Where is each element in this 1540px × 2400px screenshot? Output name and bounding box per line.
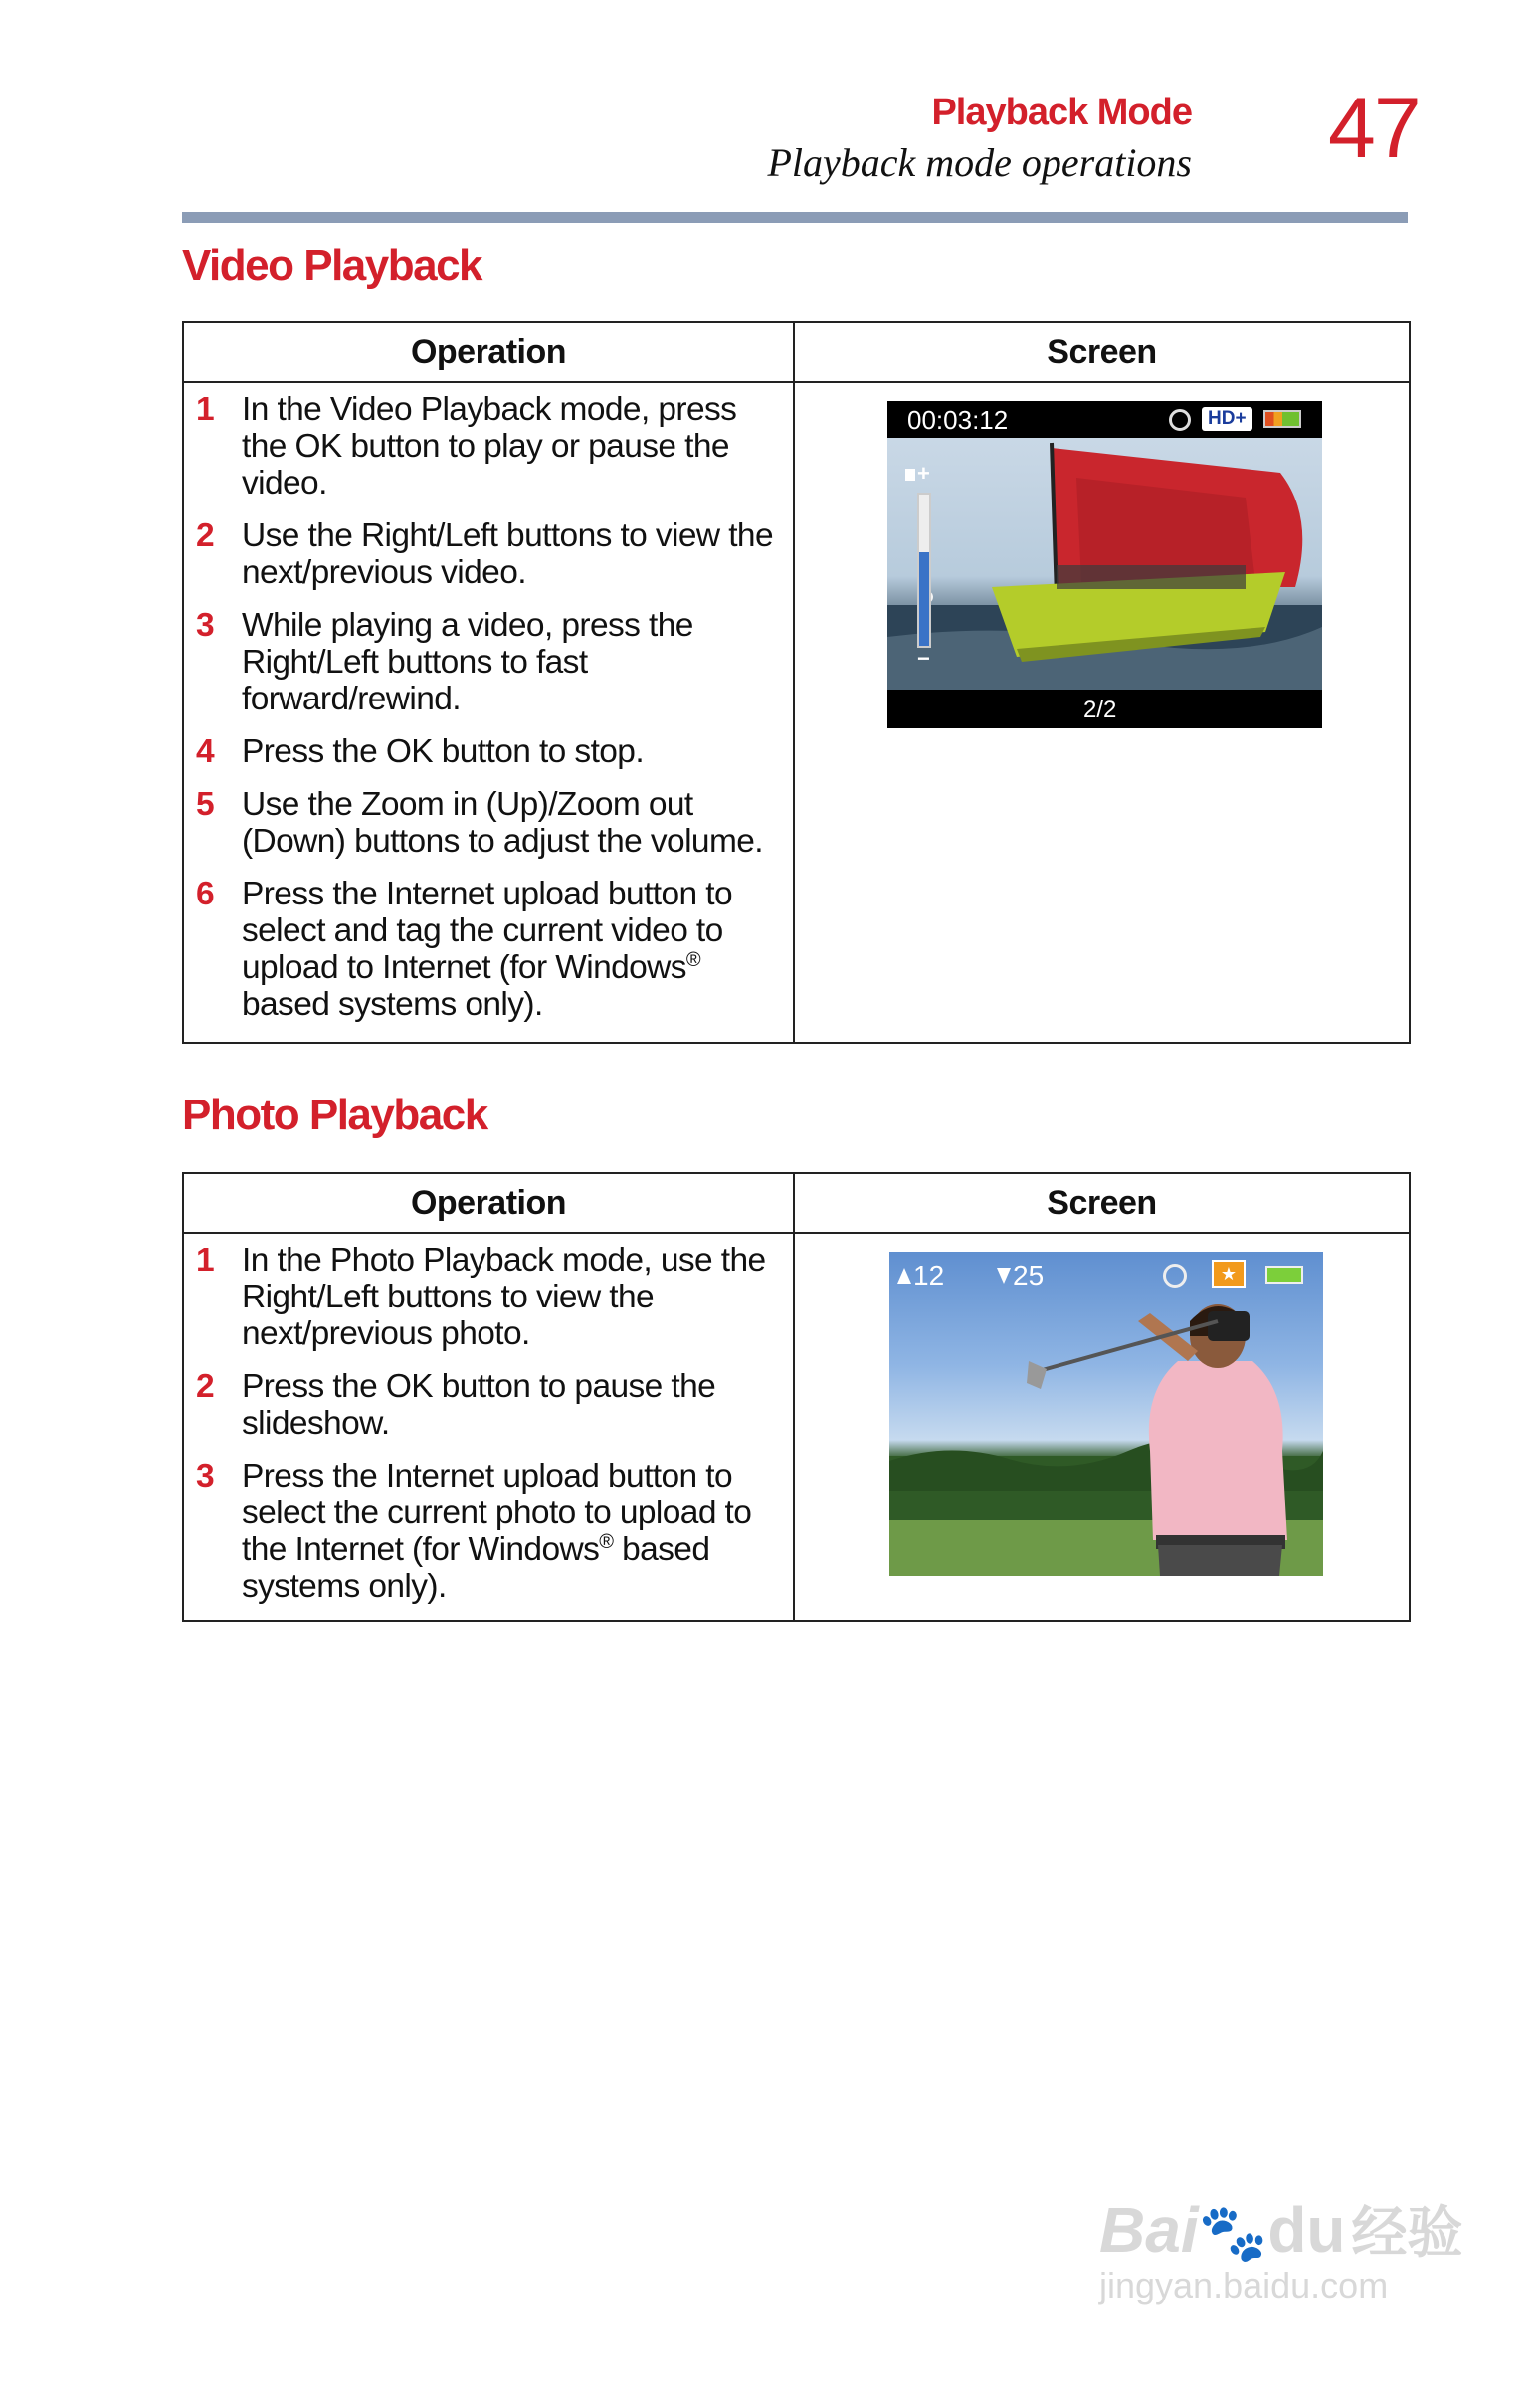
sailboat-photo (887, 438, 1322, 690)
watermark-brand: Bai (1099, 2194, 1199, 2266)
watermark-brand-cn: 经验 (1351, 2201, 1463, 2264)
speaker-icon (905, 469, 915, 481)
step-number: 2 (196, 1368, 215, 1405)
step-number: 4 (196, 733, 215, 770)
step-text: Press the OK button to stop. (242, 733, 645, 770)
step-list (184, 383, 793, 1037)
step-item (184, 391, 793, 501)
down-count: 25 (1013, 1260, 1045, 1291)
volume-level-fill (919, 552, 929, 646)
step-number: 2 (196, 517, 215, 554)
step-text: In the Photo Playback mode, use the Right/Left buttons to view the next/previous photo. (242, 1242, 766, 1352)
step-text: In the Video Playback mode, press the OK button to play or pause the video. (242, 391, 737, 501)
step-number: 6 (196, 876, 215, 912)
paw-icon: 🐾 (1198, 2201, 1268, 2264)
hd-quality-badge: HD+ (1202, 407, 1252, 431)
watermark-url: jingyan.baidu.com (1099, 2265, 1389, 2305)
rating-badge-icon: ★ (1212, 1260, 1246, 1288)
step-number: 1 (196, 391, 215, 428)
thumbs-up-icon (897, 1268, 911, 1284)
step-item (184, 607, 793, 717)
step-item (184, 1458, 793, 1605)
screen-cell (794, 1233, 1410, 1621)
volume-slider[interactable] (917, 493, 931, 648)
golfer-photo (889, 1252, 1323, 1576)
video-playback-screen (887, 401, 1322, 728)
column-header-operation: Operation (183, 322, 794, 382)
registered-mark: ® (685, 948, 701, 971)
page-number: 47 (1328, 81, 1420, 176)
step-item (184, 1368, 793, 1442)
step-text: Use the Zoom in (Up)/Zoom out (Down) buttons to adjust the volume. (242, 786, 763, 860)
screen-cell (794, 382, 1410, 1043)
step-number: 1 (196, 1242, 215, 1279)
battery-icon (1265, 1266, 1303, 1284)
step-text-continued: based systems only). (242, 986, 543, 1023)
battery-icon (1263, 410, 1301, 428)
volume-minus-label: − (917, 646, 930, 671)
header-rule (182, 212, 1408, 223)
step-item (184, 876, 793, 1023)
internet-globe-icon (1163, 1264, 1187, 1288)
registered-mark: ® (599, 1530, 614, 1553)
step-item (184, 517, 793, 591)
step-text: Use the Right/Left buttons to view the next/previous video. (242, 517, 773, 591)
step-text: While playing a video, press the Right/Left buttons to fast forward/rewind. (242, 607, 693, 717)
internet-globe-icon (1169, 409, 1191, 431)
video-playback-table (182, 321, 1411, 1044)
step-text: Press the Internet upload button to select the current photo to upload to the Internet (for Windows (242, 1458, 752, 1568)
timecode: 00:03:12 (907, 405, 1009, 435)
volume-plus-label: + (917, 461, 930, 486)
video-playback-title: Video Playback (182, 241, 482, 290)
baidu-watermark (1099, 2189, 1463, 2306)
column-header-operation: Operation (183, 1173, 794, 1233)
chapter-title: Playback Mode (931, 92, 1192, 133)
step-number: 5 (196, 786, 215, 823)
column-header-screen: Screen (794, 322, 1410, 382)
step-list (184, 1234, 793, 1619)
watermark-brand-2: du (1267, 2194, 1346, 2266)
step-item (184, 733, 793, 770)
photo-playback-title: Photo Playback (182, 1091, 487, 1139)
video-counter: 2/2 (1083, 697, 1117, 723)
section-subtitle: Playback mode operations (767, 140, 1192, 185)
photo-playback-table (182, 1172, 1411, 1622)
step-number: 3 (196, 607, 215, 644)
step-text: Press the OK button to pause the slideshow. (242, 1368, 716, 1442)
step-item (184, 1242, 793, 1352)
photo-playback-screen (889, 1252, 1323, 1576)
up-count: 12 (913, 1260, 945, 1291)
step-item (184, 786, 793, 860)
thumbs-down-icon (997, 1268, 1011, 1284)
column-header-screen: Screen (794, 1173, 1410, 1233)
operation-cell (183, 382, 794, 1043)
step-text-continued: based systems only). (242, 1531, 710, 1605)
step-text: Press the Internet upload button to select and tag the current video to upload to Internet (for Windows (242, 876, 733, 986)
operation-cell (183, 1233, 794, 1621)
step-number: 3 (196, 1458, 215, 1495)
